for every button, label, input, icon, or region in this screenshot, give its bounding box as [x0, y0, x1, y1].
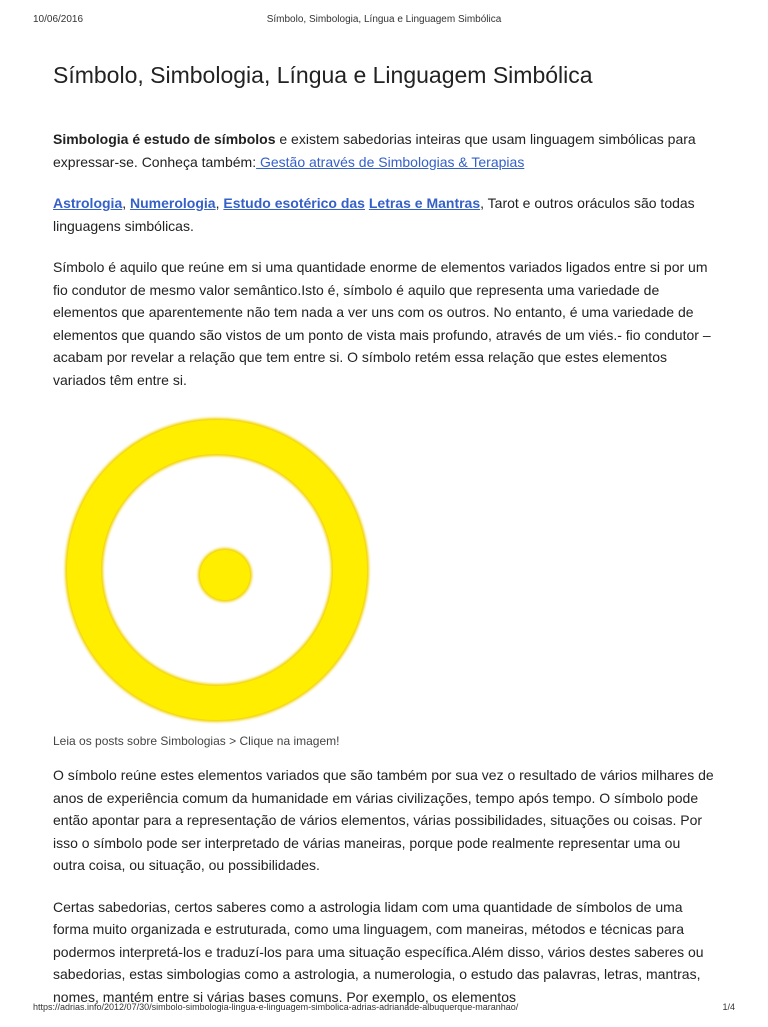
symbol-definition-paragraph: Símbolo é aquilo que reúne em si uma quantidade enorme de elementos variados ligados entre si por um fio condutor de mesmo valor semântico.Isto é, símbolo é aquilo que representa uma variedade de elementos que aparentemente não tem nada a ver uns com os outros. No entanto, é uma variedade de elementos que quando são vistos de um ponto de vista mais profundo, através de um viés.- fio condutor – acabam por revelar a relação que tem entre si. O símbolo retém essa relação que estes elementos variados têm entre si.: [53, 259, 711, 388]
simbologias-image-link[interactable]: [53, 410, 383, 730]
link-astrologia[interactable]: Astrologia: [53, 195, 123, 211]
languages-text: , Tarot e outros oráculos são todas linguagens simbólicas.: [53, 195, 695, 234]
image-caption: Leia os posts sobre Simbologias > Clique na imagem!: [53, 734, 340, 748]
sun-center-dot: [200, 550, 250, 600]
separator: ,: [215, 195, 224, 211]
article: [53, 56, 715, 1027]
link-estudo-esoterico[interactable]: Estudo esotérico das: [223, 195, 365, 211]
print-header: [33, 14, 735, 30]
print-date: 10/06/2016: [33, 14, 84, 25]
wisdoms-paragraph: Certas sabedorias, certos saberes como a astrologia lidam com uma quantidade de símbolos de uma forma muito organizada e estruturada, como uma linguagem, com maneiras, métodos e técnicas para podermos interpretá-los e traduzí-los para uma situação específica.Além disso, vários destes saberes ou sabedorias, estas simbologias como a astrologia, a numerologia, o estudo das palavras, letras, mantras, nomes, mantém entre si várias bases comuns. Por exemplo, os elementos: [53, 898, 704, 1005]
article-title: Símbolo, Simbologia, Língua e Linguagem Simbólica: [53, 62, 593, 88]
symbol-meaning-paragraph: O símbolo reúne estes elementos variados que são também por sua vez o resultado de vários milhares de anos de experiência comum da humanidade em várias civilizações, tempo após tempo. O símbolo pode então apontar para a representação de vários elementos, várias possibilidades, situações ou coisas. Por isso o símbolo pode ser interpretado de várias maneiras, porque pode realmente representar uma ou outra coisa, ou situação, ou possibilidades.: [53, 767, 714, 873]
link-gestao-simbologias[interactable]: Gestão através de Simbologias & Terapias: [256, 153, 525, 170]
print-page-title: Símbolo, Simbologia, Língua e Linguagem Simbólica: [266, 14, 502, 25]
sun-symbol-image: [53, 410, 383, 730]
page-url: https://adrias.info/2012/07/30/simbolo-simbologia-lingua-e-linguagem-simbolica-adrias-adrianade-albuquerque-maranhao/: [33, 1002, 519, 1012]
link-numerologia[interactable]: Numerologia: [130, 195, 216, 211]
page-number: 1/4: [722, 1002, 735, 1012]
link-letras-mantras[interactable]: Letras e Mantras: [368, 195, 481, 211]
intro-bold-text: Simbologia é estudo de símbolos: [53, 131, 276, 147]
intro-paragraph: [53, 128, 715, 173]
print-footer: [33, 1002, 735, 1016]
separator: ,: [122, 195, 131, 211]
intro-text: e existem sabedorias inteiras que usam linguagem simbólicas para expressar-se. Conheça também:: [53, 131, 696, 170]
languages-paragraph: [53, 192, 715, 237]
